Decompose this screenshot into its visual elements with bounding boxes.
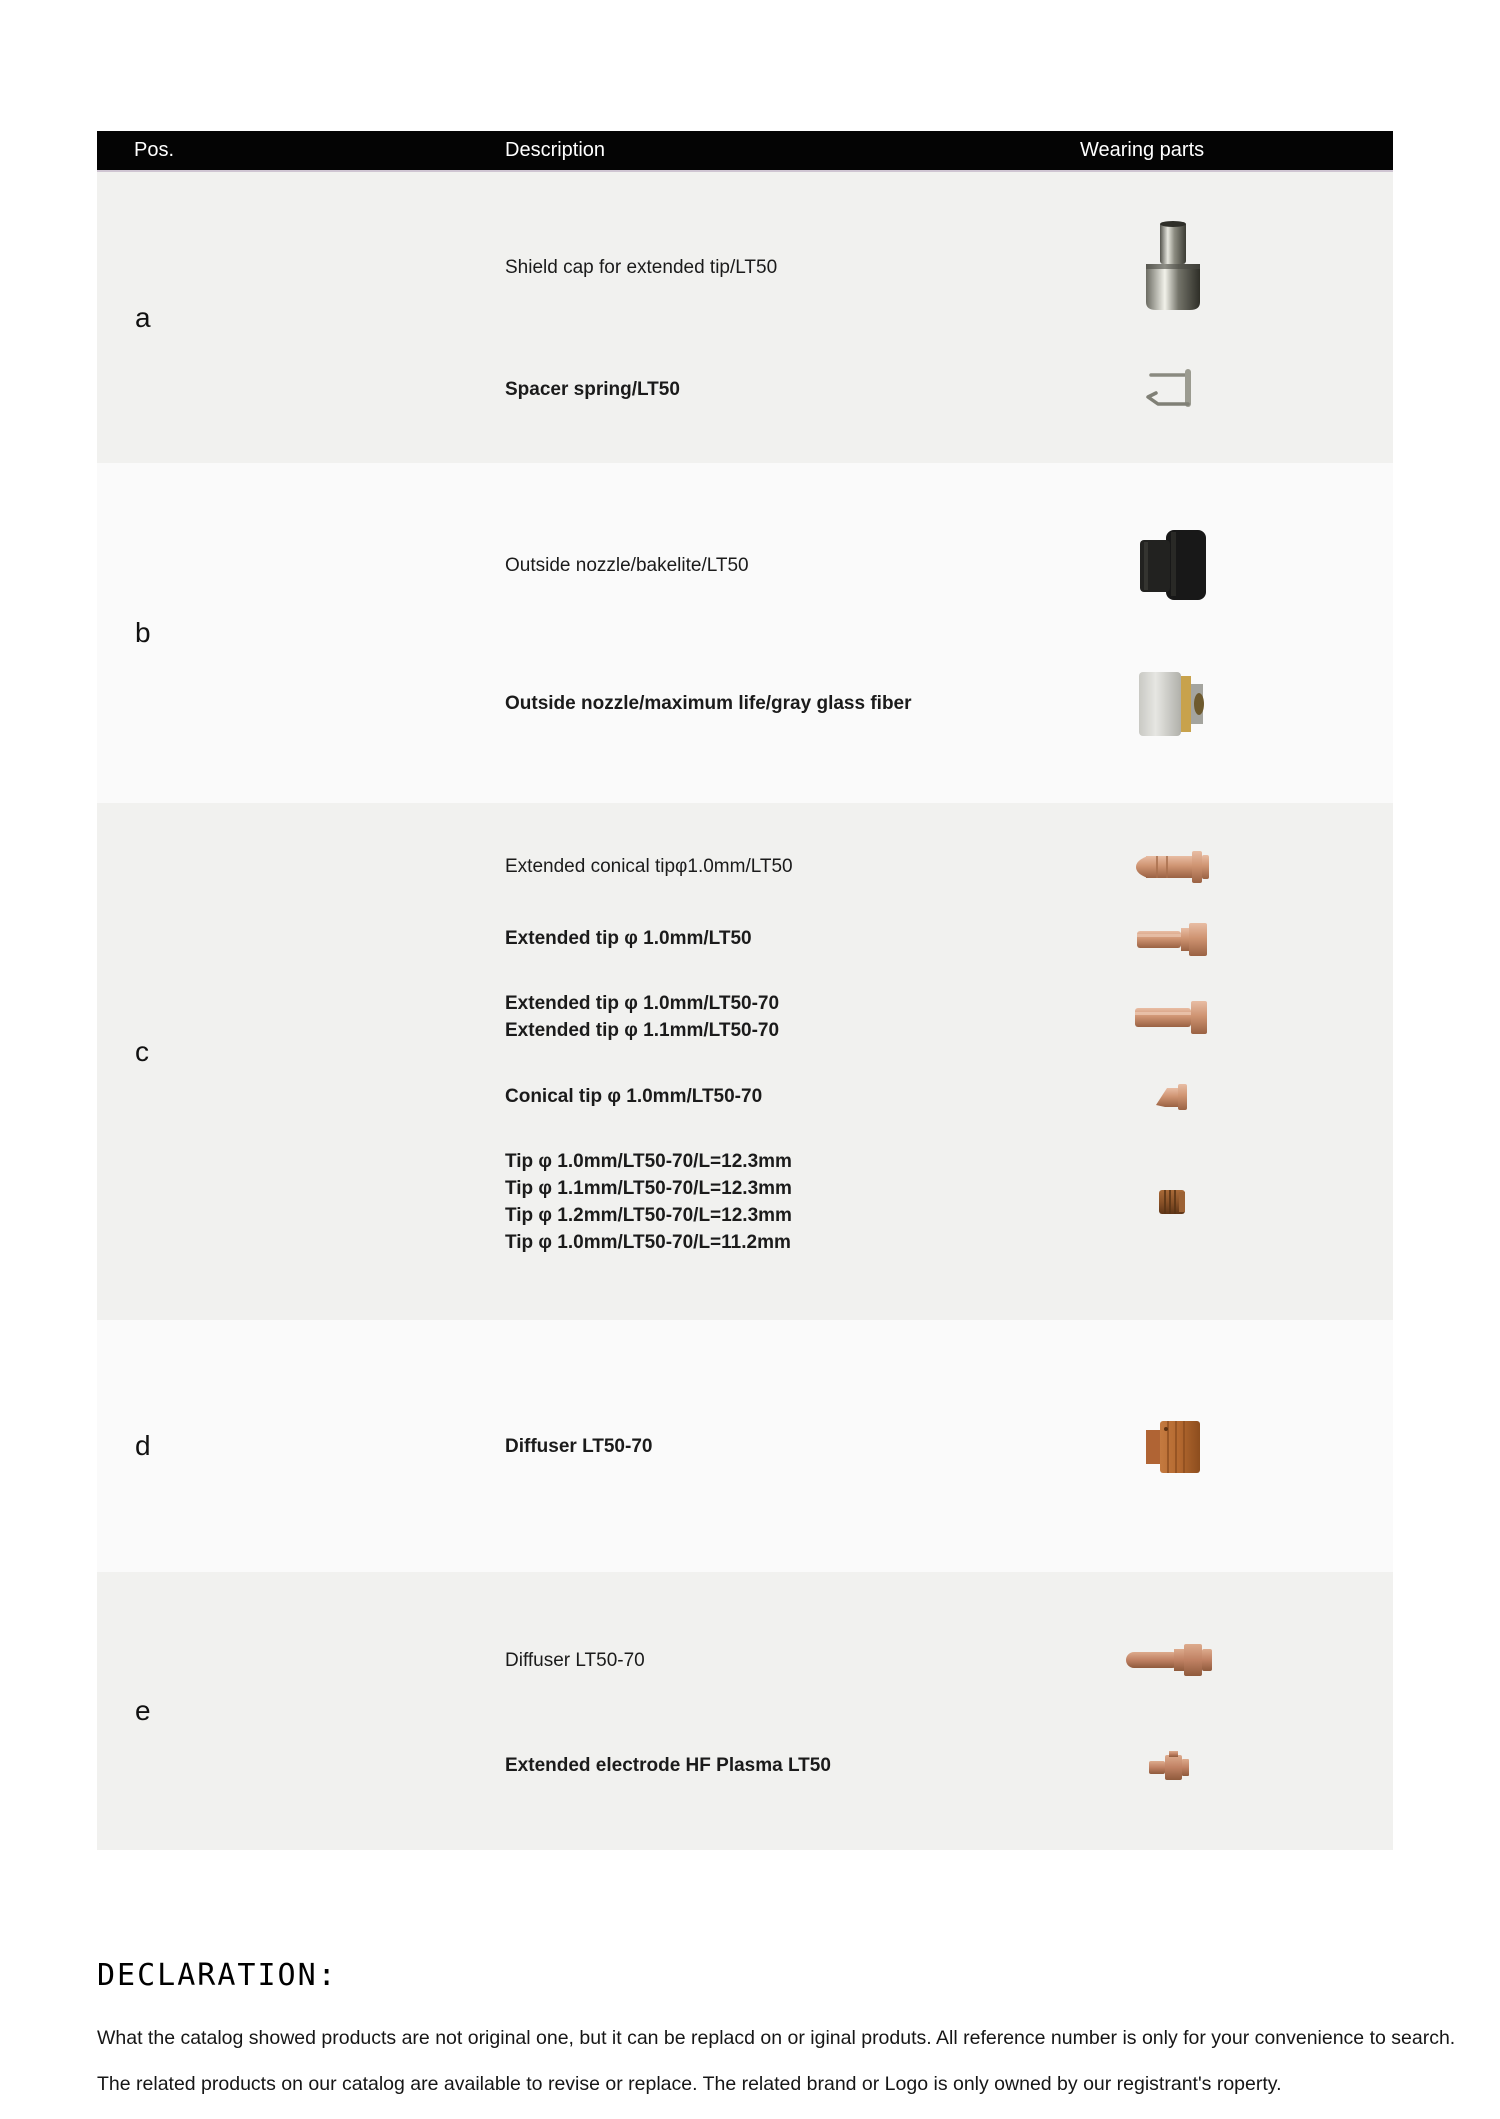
part-description-line: Tip φ 1.0mm/LT50-70/L=11.2mm bbox=[505, 1232, 791, 1254]
declaration-heading: DECLARATION: bbox=[97, 1958, 338, 1993]
row-c-items bbox=[505, 813, 1393, 1290]
black-nozzle-photo bbox=[1138, 526, 1208, 604]
diffuser-photo bbox=[1144, 1417, 1202, 1475]
table-header-row bbox=[97, 131, 1393, 172]
list-item bbox=[505, 921, 1393, 957]
part-image-short-tip bbox=[1023, 1187, 1323, 1217]
part-description: Diffuser LT50-70 bbox=[505, 1649, 645, 1671]
shield-cap-photo bbox=[1142, 220, 1204, 315]
part-image-black-nozzle bbox=[1023, 526, 1323, 604]
header-wearing-parts: Wearing parts bbox=[1080, 139, 1205, 161]
part-image-gray-nozzle bbox=[1023, 668, 1323, 740]
part-description-line: Extended tip φ 1.1mm/LT50-70 bbox=[505, 1020, 780, 1042]
part-image-shield-cap bbox=[1023, 220, 1323, 315]
list-item bbox=[505, 1148, 1393, 1256]
part-description: Conical tip φ 1.0mm/LT50-70 bbox=[505, 1085, 763, 1107]
spacer-spring-photo bbox=[1141, 363, 1205, 415]
list-item bbox=[505, 1639, 1393, 1681]
pos-label-a: a bbox=[135, 301, 151, 333]
part-description bbox=[505, 990, 1023, 1044]
part-description: Extended conical tipφ1.0mm/LT50 bbox=[505, 856, 793, 878]
declaration-section bbox=[97, 1958, 1497, 2119]
part-description: Extended tip φ 1.0mm/LT50 bbox=[505, 928, 752, 950]
table-row-d bbox=[97, 1320, 1393, 1572]
extended-electrode-photo bbox=[1147, 1749, 1199, 1783]
row-b-items bbox=[505, 463, 1393, 803]
electrode-photo bbox=[1124, 1639, 1222, 1681]
list-item bbox=[505, 1417, 1393, 1475]
extended-tip-photo bbox=[1135, 921, 1211, 957]
pos-label-c: c bbox=[135, 1035, 149, 1067]
part-image-diffuser bbox=[1023, 1417, 1323, 1475]
extended-tip-long-photo bbox=[1133, 999, 1213, 1035]
table-row-c bbox=[97, 803, 1393, 1320]
part-description-line: Tip φ 1.0mm/LT50-70/L=12.3mm bbox=[505, 1151, 792, 1173]
part-description-line: Tip φ 1.2mm/LT50-70/L=12.3mm bbox=[505, 1205, 792, 1227]
row-a-items bbox=[505, 172, 1393, 463]
conical-tip-photo bbox=[1153, 1078, 1193, 1114]
part-image-extended-tip bbox=[1023, 921, 1323, 957]
part-description: Diffuser LT50-70 bbox=[505, 1435, 653, 1457]
pos-label-e: e bbox=[135, 1695, 151, 1726]
table-row-a bbox=[97, 172, 1393, 463]
declaration-line-1: What the catalog showed products are not original one, but it can be replacd on or iginal produts. All reference number is only for your convenience to search. bbox=[97, 2027, 1456, 2049]
short-tip-photo bbox=[1157, 1187, 1189, 1217]
pos-label-d: d bbox=[135, 1430, 151, 1461]
part-description-line: Tip φ 1.1mm/LT50-70/L=12.3mm bbox=[505, 1178, 792, 1200]
gray-nozzle-photo bbox=[1137, 668, 1209, 740]
part-image-conical-tip bbox=[1023, 1078, 1323, 1114]
table-row-b bbox=[97, 463, 1393, 803]
part-description: Shield cap for extended tip/LT50 bbox=[505, 257, 778, 278]
part-description: Extended electrode HF Plasma LT50 bbox=[505, 1755, 831, 1777]
part-description: Spacer spring/LT50 bbox=[505, 378, 680, 400]
pos-label-b: b bbox=[135, 617, 151, 648]
extended-conical-tip-photo bbox=[1134, 847, 1212, 887]
list-item bbox=[505, 526, 1393, 604]
list-item bbox=[505, 1749, 1393, 1783]
part-image-spacer-spring bbox=[1023, 363, 1323, 415]
part-image-electrode bbox=[1023, 1639, 1323, 1681]
list-item bbox=[505, 668, 1393, 740]
header-description: Description bbox=[505, 139, 606, 161]
part-description bbox=[505, 1148, 1023, 1256]
table-row-e bbox=[97, 1572, 1393, 1850]
list-item bbox=[505, 220, 1393, 315]
part-description-line: Extended tip φ 1.0mm/LT50-70 bbox=[505, 993, 780, 1015]
part-description: Outside nozzle/maximum life/gray glass fiber bbox=[505, 693, 912, 715]
list-item bbox=[505, 363, 1393, 415]
part-image-extended-electrode bbox=[1023, 1749, 1323, 1783]
header-pos: Pos. bbox=[134, 139, 175, 161]
row-d-items bbox=[505, 1320, 1393, 1572]
part-image-extended-conical-tip bbox=[1023, 847, 1323, 887]
part-description: Outside nozzle/bakelite/LT50 bbox=[505, 554, 749, 576]
row-e-items bbox=[505, 1572, 1393, 1850]
part-image-extended-tip-long bbox=[1023, 999, 1323, 1035]
list-item bbox=[505, 1078, 1393, 1114]
parts-table bbox=[97, 131, 1393, 1850]
list-item bbox=[505, 847, 1393, 887]
declaration-line-2: The related products on our catalog are available to revise or replace. The related brand or Logo is only owned by our registrant's roperty. bbox=[97, 2073, 1282, 2095]
list-item bbox=[505, 990, 1393, 1044]
